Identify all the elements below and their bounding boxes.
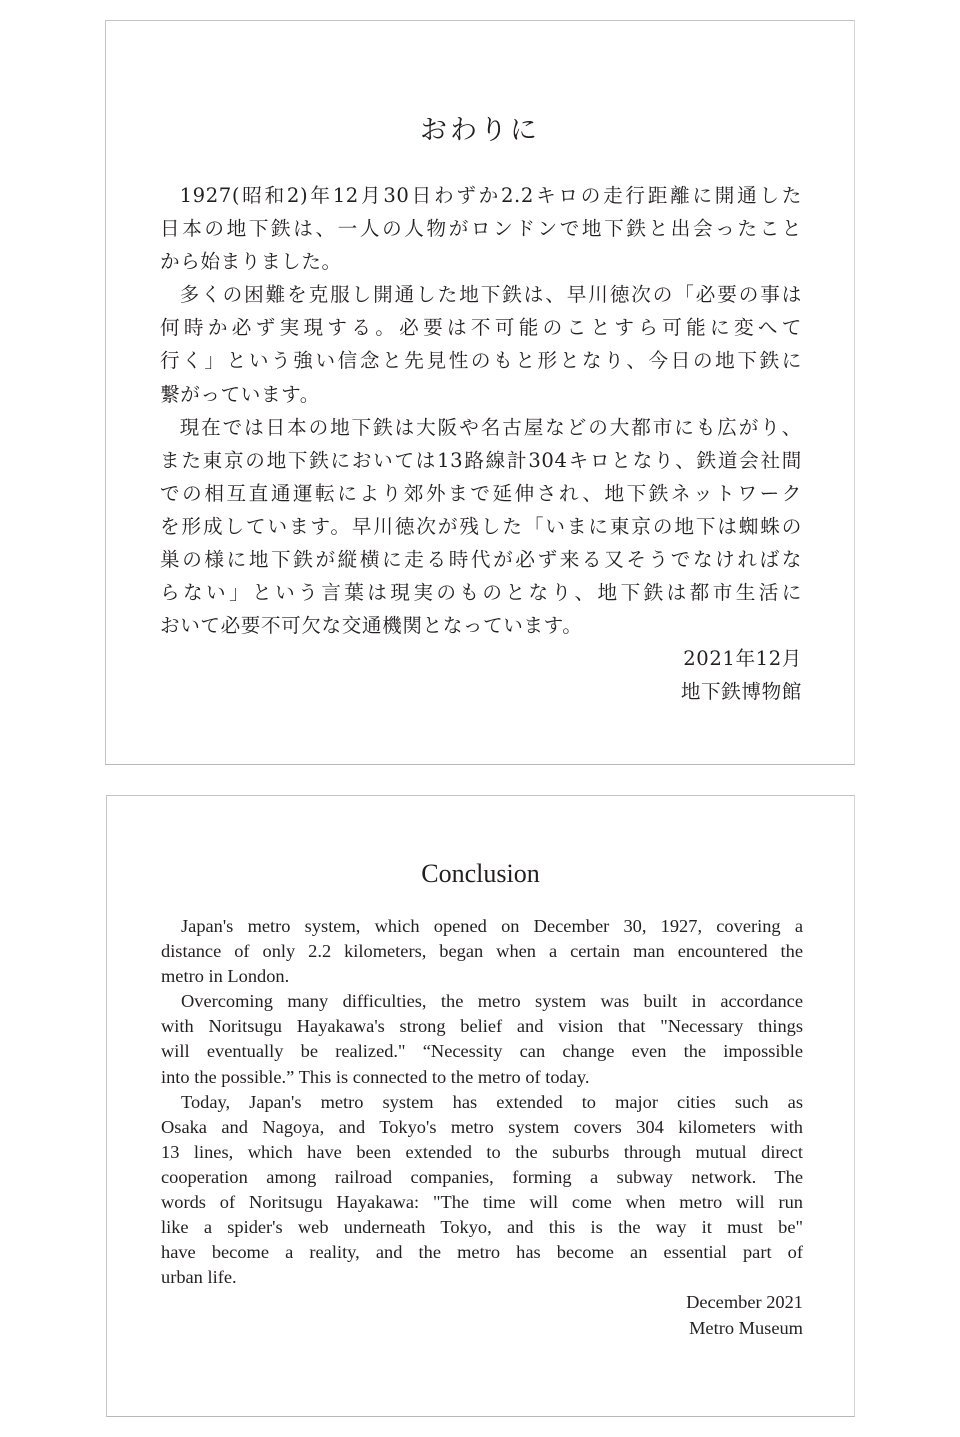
japanese-paragraph-2 [160, 278, 802, 410]
english-paragraph-3 [161, 1090, 803, 1291]
english-paragraph-1 [161, 914, 803, 989]
text-line: から始まりました。 [160, 250, 342, 274]
japanese-paragraph-3 [160, 411, 802, 643]
text-line: Japan's metro system, which opened on December 30, 1927, covering a [181, 916, 803, 936]
english-signature: Metro Museum [689, 1317, 803, 1338]
text-line: を形成しています。早川徳次が残した「いまに東京の地下は蜘蛛の [160, 514, 802, 538]
text-line: have become a reality, and the metro has become an essential part of [161, 1242, 803, 1263]
text-line: また東京の地下鉄においては13路線計304キロとなり、鉄道会社間 [160, 448, 802, 472]
japanese-date: 2021年12月 [683, 647, 802, 671]
text-line: words of Noritsugu Hayakawa: "The time will come when metro will run [161, 1192, 803, 1213]
text-line: Today, Japan's metro system has extended to major cities such as [181, 1091, 803, 1112]
text-line: らない」という言葉は現実のものとなり、地下鉄は都市生活に [160, 581, 802, 605]
text-line: will eventually be realized." “Necessity can change even the impossible [161, 1041, 803, 1062]
text-line: Osaka and Nagoya, and Tokyo's metro system covers 304 kilometers with [161, 1116, 803, 1137]
text-line: 巣の様に地下鉄が縦横に走る時代が必ず来る又そうでなければな [160, 548, 802, 572]
text-line: metro in London. [161, 966, 290, 987]
text-line: cooperation among railroad companies, forming a subway network. The [161, 1166, 803, 1187]
japanese-body [160, 179, 802, 709]
text-line: 1927(昭和2)年12月30日わずか2.2キロの走行距離に開通した [179, 184, 802, 207]
english-title: Conclusion [421, 859, 540, 888]
english-conclusion-panel [106, 795, 855, 1417]
text-line: into the possible.” This is connected to the metro of today. [161, 1066, 590, 1087]
japanese-title: おわりに [420, 115, 540, 146]
english-date: December 2021 [686, 1292, 803, 1313]
japanese-paragraph-1 [160, 179, 802, 278]
text-line: like a spider's web underneath Tokyo, and this is the way it must be" [161, 1217, 803, 1238]
japanese-signature: 地下鉄博物館 [680, 680, 802, 704]
japanese-conclusion-panel [105, 20, 855, 765]
text-line: distance of only 2.2 kilometers, began when a certain man encountered the [161, 941, 803, 962]
text-line: 13 lines, which have been extended to the suburbs through mutual direct [161, 1141, 803, 1162]
text-line: 行く」という強い信念と先見性のもと形となり、今日の地下鉄に [160, 349, 802, 373]
text-line: urban life. [161, 1267, 237, 1288]
text-line: での相互直通運転により郊外まで延伸され、地下鉄ネットワーク [160, 481, 802, 505]
english-body [161, 914, 803, 1341]
text-line: 多くの困難を克服し開通した地下鉄は、早川徳次の「必要の事は [179, 283, 802, 307]
english-paragraph-2 [161, 989, 803, 1089]
text-line: 日本の地下鉄は、一人の人物がロンドンで地下鉄と出会ったこと [160, 217, 802, 241]
text-line: Overcoming many difficulties, the metro system was built in accordance [181, 991, 803, 1012]
text-line: 繋がっています。 [160, 382, 320, 406]
text-line: 現在では日本の地下鉄は大阪や名古屋などの大都市にも広がり、 [179, 415, 802, 439]
text-line: with Noritsugu Hayakawa's strong belief and vision that "Necessary things [161, 1016, 803, 1037]
text-line: おいて必要不可欠な交通機関となっています。 [160, 614, 583, 638]
text-line: 何時か必ず実現する。必要は不可能のことすら可能に変へて [160, 316, 802, 340]
